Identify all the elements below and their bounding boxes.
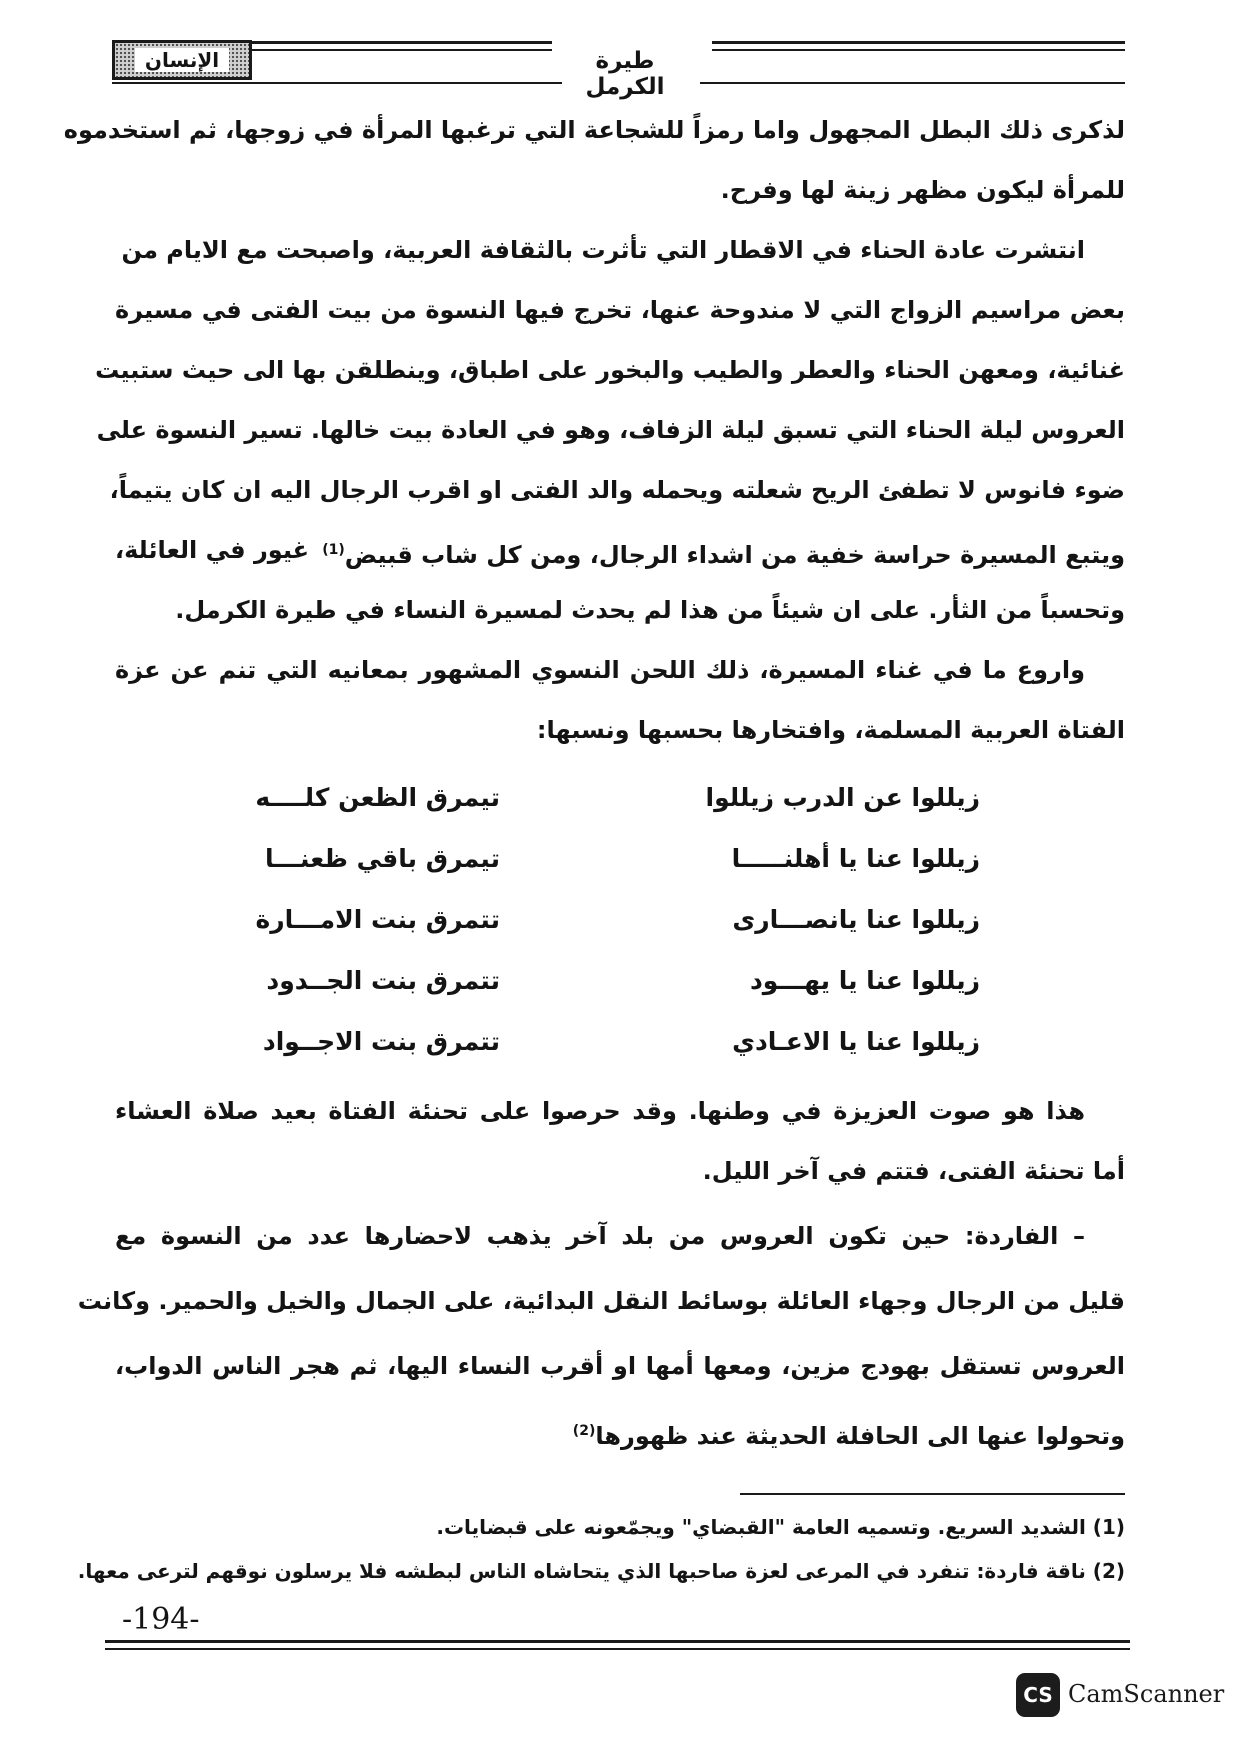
verse-right: زيللوا عنا يا أهلنـــــا (731, 844, 980, 873)
body-line-with-footnote (115, 532, 1125, 573)
bottom-rule (105, 1640, 1130, 1643)
header-rule-under (700, 82, 1125, 84)
body-line: العروس ليلة الحناء التي تسبق ليلة الزفاف، وهو في العادة بيت خالها. تسير النسوة على (96, 416, 1125, 444)
verse-right: زيللوا عنا يا الاعـادي (732, 1027, 980, 1056)
body-line: ضوء فانوس لا تطفئ الريح شعلته ويحمله والد الفتى او اقرب الرجال اليه ان كان يتيماً، (109, 476, 1125, 504)
body-line: واروع ما في غناء المسيرة، ذلك اللحن النسوي المشهور بمعانيه التي تنم عن عزة (115, 656, 1085, 684)
header-rule-bottom-left (252, 49, 552, 51)
body-line-part (322, 532, 1125, 573)
body-line: هذا هو صوت العزيزة في وطنها. وقد حرصوا على تحنئة الفتاة بعيد صلاة العشاء (115, 1097, 1085, 1125)
verse-left: تتمرق بنت الامـــارة (255, 905, 500, 934)
camscanner-text: CamScanner (1068, 1680, 1225, 1708)
body-line-text: ويتبع المسيرة حراسة خفية من اشداء الرجال، ومن كل شاب قبيض (344, 541, 1125, 569)
body-line: لذكرى ذلك البطل المجهول واما رمزاً للشجاعة التي ترغبها المرأة في زوجها، ثم استخدموه (63, 116, 1125, 144)
verse-left: تيمرق باقي ظعنـــا (265, 844, 500, 873)
verse-right: زيللوا عنا يا يهـــود (749, 966, 980, 995)
footnote-ref-1: (1) (322, 542, 345, 558)
header-rule-top (712, 41, 1125, 44)
body-line-with-footnote (115, 1413, 1125, 1454)
header-rule-bottom (712, 49, 1125, 51)
body-line: غنائية، ومعهن الحناء والعطر والطيب والبخور على اطباق، وينطلقن بها الى حيث ستبيت (95, 356, 1125, 384)
body-line: بعض مراسيم الزواج التي لا مندوحة عنها، تخرج فيها النسوة من بيت الفتى في مسيرة (115, 296, 1125, 324)
footnote-separator (740, 1493, 1125, 1495)
header-rule-top-left (252, 41, 552, 44)
body-line: انتشرت عادة الحناء في الاقطار التي تأثرت بالثقافة العربية، واصبحت مع الايام من (121, 236, 1085, 264)
body-line: قليل من الرجال وجهاء العائلة بوسائط النقل البدائية، على الجمال والخيل والحمير. وكانت (77, 1287, 1125, 1315)
body-line: للمرأة ليكون مظهر زينة لها وفرح. (720, 176, 1125, 204)
bottom-rule-thin (105, 1648, 1130, 1650)
verse-left: تيمرق الظعن كلــــه (255, 783, 500, 812)
footnote: (2) ناقة فاردة: تنفرد في المرعى لعزة صاحبها الذي يتحاشاه الناس لبطشه فلا يرسلون نوقهم لترعى معها. (77, 1559, 1125, 1583)
page-number: -194- (122, 1602, 200, 1637)
section-label: الإنسان (135, 48, 229, 72)
verse-left: تتمرق بنت الاجــواد (262, 1027, 500, 1056)
footnote: (1) الشديد السريع. وتسميه العامة "القبضاي" ويجمّعونه على قبضايات. (436, 1515, 1125, 1539)
body-line: الفتاة العربية المسلمة، وافتخارها بحسبها ونسبها: (536, 716, 1125, 744)
camscanner-logo: CS (1016, 1673, 1060, 1717)
header-rule-under-left (112, 82, 562, 84)
body-line: العروس تستقل بهودج مزين، ومعها أمها او أقرب النساء اليها، ثم هجر الناس الدواب، (115, 1352, 1125, 1380)
body-line: وتحسباً من الثأر. على ان شيئاً من هذا لم يحدث لمسيرة النساء في طيرة الكرمل. (175, 596, 1125, 624)
body-line: – الفاردة: حين تكون العروس من بلد آخر يذهب لاحضارها عدد من النسوة مع (115, 1222, 1085, 1250)
verse-left: تتمرق بنت الجــدود (266, 966, 500, 995)
section-label-box (112, 40, 252, 80)
verse-right: زيللوا عنا يانصـــارى (732, 905, 980, 934)
footnote-ref-2: (2) (572, 1423, 596, 1439)
body-line: أما تحنئة الفتى، فتتم في آخر الليل. (702, 1157, 1125, 1185)
book-title: طيرة الكرمل (585, 48, 665, 100)
verse-right: زيللوا عن الدرب زيللوا (705, 783, 980, 812)
body-line-part: غيور في العائلة، (115, 536, 310, 564)
body-line-text: وتحولوا عنها الى الحافلة الحديثة عند ظهورها (595, 1422, 1125, 1450)
